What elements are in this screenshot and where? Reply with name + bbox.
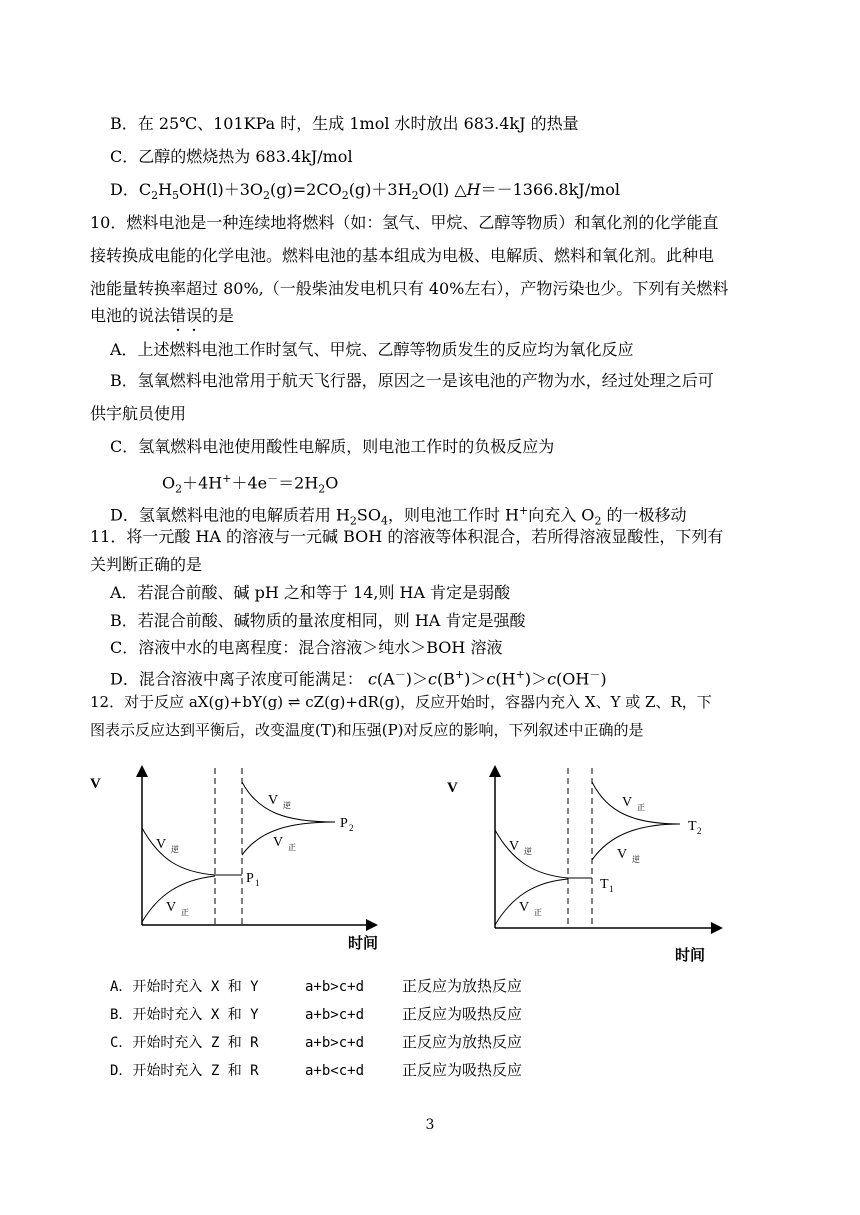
sub-ni-low: 逆: [171, 845, 179, 854]
label-v-rev-top: V: [617, 847, 628, 862]
q10-option-b-line-1: B．氢氧燃料电池常用于航天飞行器，原因之一是该电池的产物为水，经过处理之后可: [110, 371, 714, 390]
q11-option-c: C．溶液中水的电离程度：混合溶液＞纯水＞BOH 溶液: [110, 638, 503, 657]
graph-pressure: [80, 760, 400, 955]
label-v-fwd-low: V: [166, 900, 177, 915]
x-axis-label: 时间: [348, 936, 379, 952]
label-t1-sub: 1: [609, 884, 614, 894]
q11-line-2: 关判断正确的是: [90, 555, 203, 574]
q11-option-b: B．若混合前酸、碱物质的量浓度相同，则 HA 肯定是强酸: [110, 611, 526, 630]
label-p1: P: [246, 871, 254, 886]
q9-option-b: B．在 25℃、101KPa 时，生成 1mol 水时放出 683.4kJ 的热量: [110, 114, 579, 133]
sub-ni-low: 逆: [524, 847, 532, 856]
label-t2-sub: 2: [697, 826, 702, 836]
q12-option-d: D．开始时充入 Z 和 R a+b<c+d 正反应为吸热反应: [110, 1061, 523, 1079]
sub-ni-top: 逆: [283, 801, 291, 810]
q11-option-d: D．混合溶液中离子浓度可能满足： c(A－)＞c(B+)＞c(H+)＞c(OH－): [110, 668, 607, 689]
v-reverse-curve-1: [495, 830, 592, 878]
v-forward-curve-1: [495, 879, 568, 925]
graph-temperature: [435, 760, 735, 970]
label-p1-sub: 1: [255, 878, 260, 888]
q9-option-d: D．$C_2H_5OH(l)+3O_2(g)=2CO_2(g)+3H_2O(l)$ △H＝－1366.8kJ/mol: [110, 180, 621, 203]
q12-line-1: 12．对于反应 aX(g)+bY(g) ⇌ cZ(g)+dR(g)，反应开始时，容器内充入 X、Y 或 Z、R，下: [90, 693, 712, 711]
q10-option-b-line-2: 供宇航员使用: [90, 404, 187, 423]
v-forward-curve-2: [592, 782, 680, 824]
label-p2-sub: 2: [349, 823, 354, 833]
label-t2: T: [688, 819, 697, 834]
q10-option-a: A．上述燃料电池工作时氢气、甲烷、乙醇等物质发生的反应均为氧化反应: [110, 340, 634, 359]
label-v-fwd-low: V: [519, 900, 530, 915]
q10-option-d: D．氢氧燃料电池的电解质若用 $H_2SO_4$，则电池工作时 H+向充入 $O_2$ 的一极移动: [110, 504, 687, 528]
sub-ni-top: 逆: [632, 855, 640, 864]
y-axis-label: V: [447, 780, 458, 796]
page-number: 3: [425, 1117, 435, 1133]
x-axis-label: 时间: [675, 948, 706, 964]
label-v-fwd-top: V: [622, 795, 633, 810]
label-t1: T: [600, 877, 609, 892]
sub-zheng-top: 正: [637, 803, 645, 812]
label-v-fwd-top: V: [273, 835, 284, 850]
q12-option-a: A．开始时充入 X 和 Y a+b>c+d 正反应为放热反应: [110, 977, 523, 995]
q11-line-1: 11．将一元酸 HA 的溶液与一元碱 BOH 的溶液等体积混合，若所得溶液显酸性，下列有: [90, 527, 724, 546]
q10-equation: $O_2+4H^++4e^-=2H_2O$: [162, 472, 339, 496]
sub-zheng-low: 正: [181, 908, 189, 917]
y-axis-label: V: [90, 776, 101, 792]
label-p2: P: [340, 816, 348, 831]
q10-line-2: 接转换成电能的化学电池。燃料电池的基本组成为电极、电解质、燃料和氧化剂。此种电: [90, 246, 715, 265]
label-v-rev-low: V: [509, 839, 520, 854]
q12-option-c: C．开始时充入 Z 和 R a+b>c+d 正反应为放热反应: [110, 1033, 523, 1051]
sub-zheng-top: 正: [288, 843, 296, 852]
q10-line-4: 电池的说法错误的是: [90, 306, 235, 325]
q10-line-1: 10．燃料电池是一种连续地将燃料（如：氢气、甲烷、乙醇等物质）和氧化剂的化学能直: [90, 213, 719, 232]
label-v-rev-top: V: [268, 793, 279, 808]
q10-option-c: C．氢氧燃料电池使用酸性电解质，则电池工作时的负极反应为: [110, 437, 555, 456]
q12-option-b: B．开始时充入 X 和 Y a+b>c+d 正反应为吸热反应: [110, 1005, 523, 1023]
q12-line-2: 图表示反应达到平衡后，改变温度(T)和压强(P)对反应的影响，下列叙述中正确的是: [90, 721, 644, 739]
q11-option-a: A．若混合前酸、碱 pH 之和等于 14,则 HA 肯定是弱酸: [110, 583, 511, 602]
q10-line-3: 池能量转换率超过 80%,（一般柴油发电机只有 40%左右），产物污染也少。下列有关燃料: [90, 279, 729, 298]
v-forward-curve-1: [142, 876, 215, 922]
sub-zheng-low: 正: [534, 908, 542, 917]
label-v-rev-low: V: [156, 837, 167, 852]
q9-option-c: C．乙醇的燃烧热为 683.4kJ/mol: [110, 147, 353, 166]
